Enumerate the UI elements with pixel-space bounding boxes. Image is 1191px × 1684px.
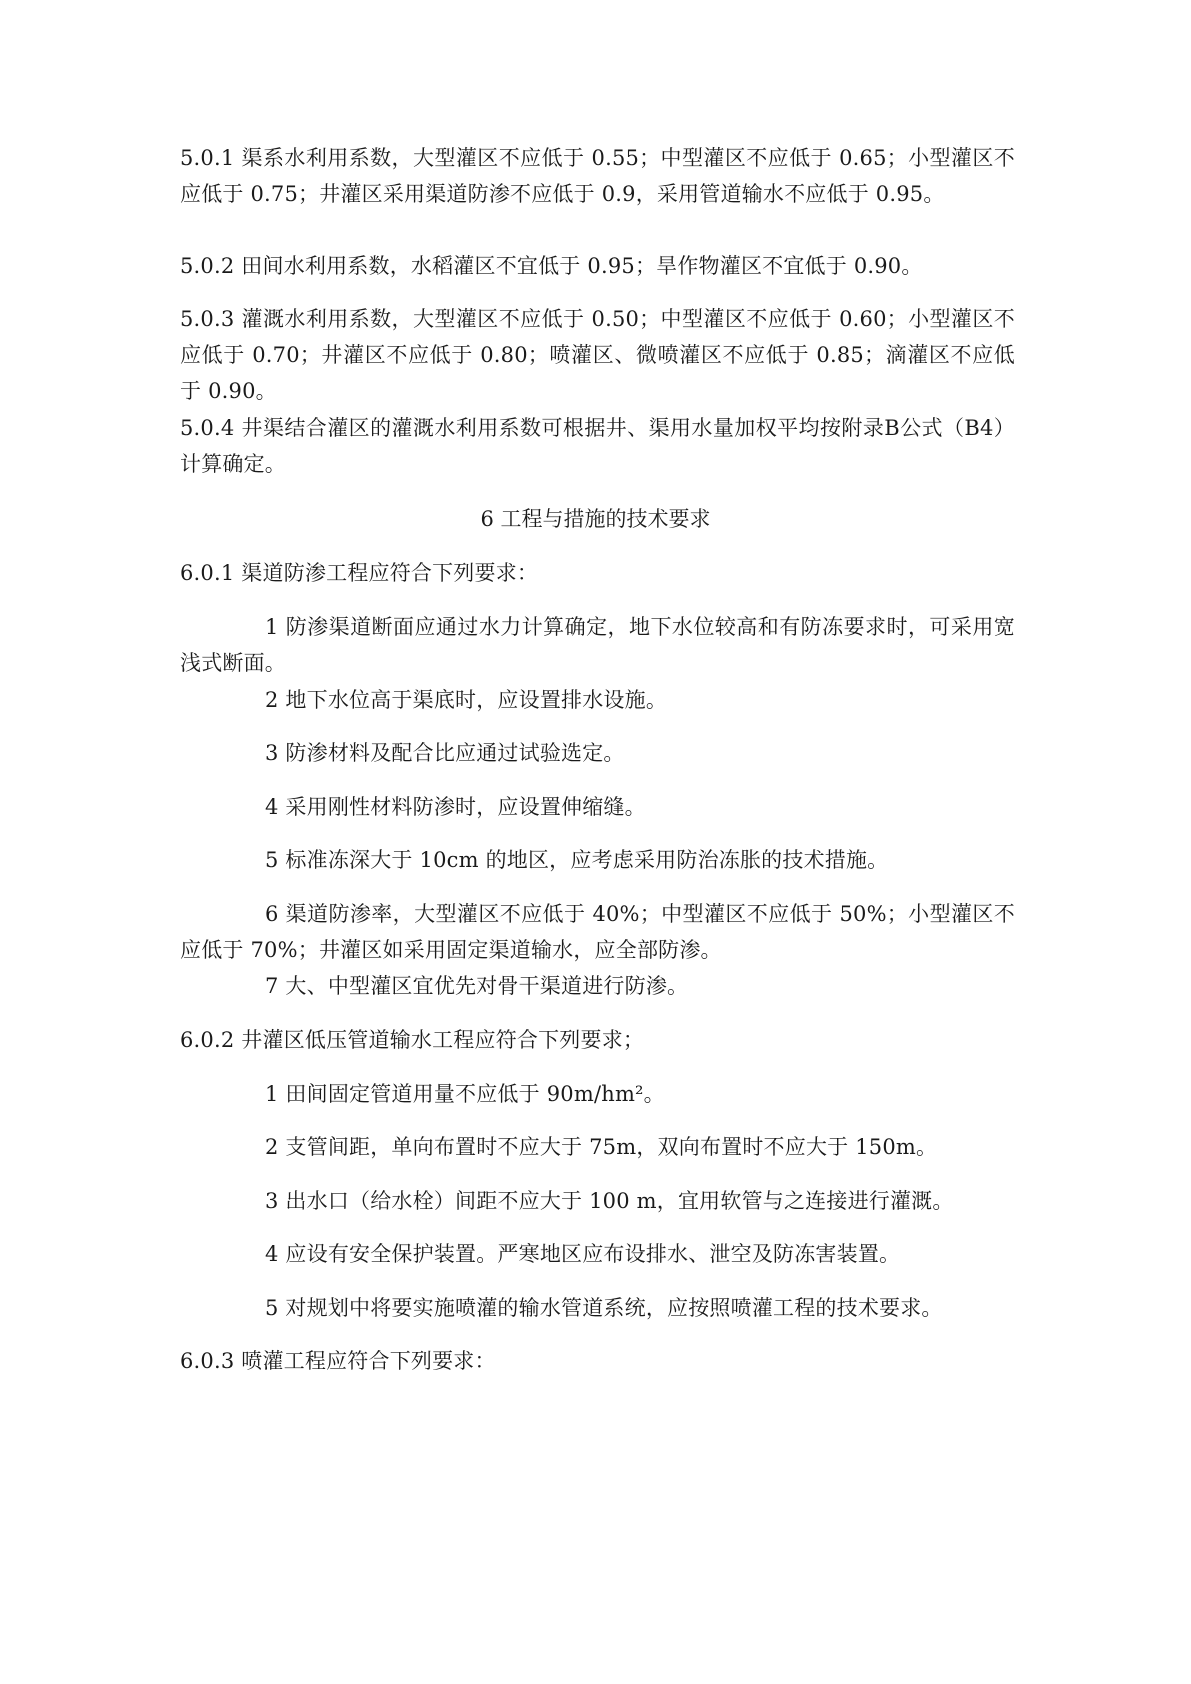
clause-5-0-2: 5.0.2 田间水利用系数，水稻灌区不宜低于 0.95；旱作物灌区不宜低于 0.90。 (180, 254, 923, 278)
clause-6-0-1-item-6: 6 渠道防渗率，大型灌区不应低于 40%；中型灌区不应低于 50%；小型灌区不应低于 70%；井灌区如采用固定渠道输水，应全部防渗。 (180, 902, 1015, 962)
clause-5-0-3: 5.0.3 灌溉水利用系数，大型灌区不应低于 0.50；中型灌区不应低于 0.60；小型灌区不应低于 0.70；井灌区不应低于 0.80；喷灌区、微喷灌区不应低于 0.85；滴灌区不应低于 0.90。 (180, 307, 1015, 403)
clause-6-0-2: 6.0.2 井灌区低压管道输水工程应符合下列要求； (180, 1028, 645, 1052)
section-heading-6: 6 工程与措施的技术要求 (480, 507, 711, 531)
clause-6-0-1-item-4: 4 采用刚性材料防渗时，应设置伸缩缝。 (265, 795, 646, 819)
clause-6-0-2-item-3: 3 出水口（给水栓）间距不应大于 100 m，宜用软管与之连接进行灌溉。 (265, 1189, 954, 1213)
clause-6-0-1-item-7: 7 大、中型灌区宜优先对骨干渠道进行防渗。 (265, 974, 689, 998)
clause-6-0-2-item-4: 4 应设有安全保护装置。严寒地区应布设排水、泄空及防冻害装置。 (265, 1242, 901, 1266)
clause-6-0-3: 6.0.3 喷灌工程应符合下列要求： (180, 1349, 496, 1373)
clause-5-0-4: 5.0.4 井渠结合灌区的灌溉水利用系数可根据井、渠用水量加权平均按附录B公式（B4）计算确定。 (180, 416, 1015, 476)
clause-6-0-1-item-5: 5 标准冻深大于 10cm 的地区，应考虑采用防治冻胀的技术措施。 (265, 848, 889, 872)
clause-6-0-2-item-5: 5 对规划中将要实施喷灌的输水管道系统，应按照喷灌工程的技术要求。 (265, 1296, 943, 1320)
clause-6-0-1-item-2: 2 地下水位高于渠底时，应设置排水设施。 (265, 688, 668, 712)
clause-6-0-1-item-3: 3 防渗材料及配合比应通过试验选定。 (265, 741, 625, 765)
clause-6-0-1: 6.0.1 渠道防渗工程应符合下列要求： (180, 561, 539, 585)
clause-6-0-1-item-1: 1 防渗渠道断面应通过水力计算确定，地下水位较高和有防冻要求时，可采用宽浅式断面。 (180, 615, 1015, 675)
clause-6-0-2-item-2: 2 支管间距，单向布置时不应大于 75m，双向布置时不应大于 150m。 (265, 1135, 938, 1159)
clause-5-0-1: 5.0.1 渠系水利用系数，大型灌区不应低于 0.55；中型灌区不应低于 0.65；小型灌区不应低于 0.75；井灌区采用渠道防渗不应低于 0.9，采用管道输水不应低于 0.95。 (180, 146, 1015, 206)
clause-6-0-2-item-1: 1 田间固定管道用量不应低于 90m/hm²。 (265, 1082, 665, 1106)
